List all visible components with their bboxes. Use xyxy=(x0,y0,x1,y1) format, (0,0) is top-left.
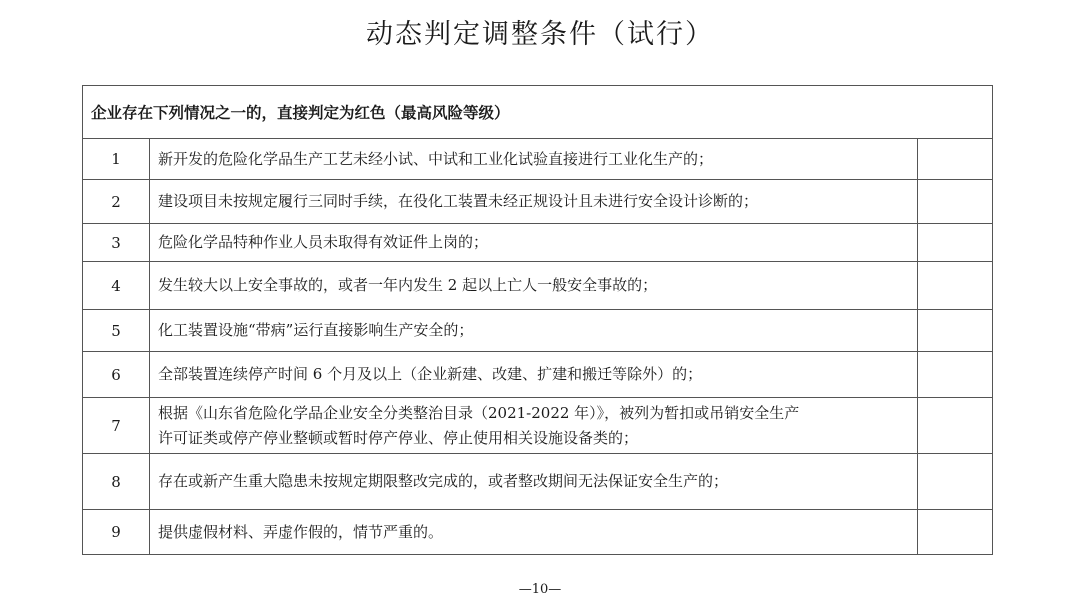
table-header-cell xyxy=(83,86,993,139)
row-blank-cell xyxy=(918,139,993,180)
row-blank-cell xyxy=(918,180,993,224)
table-row xyxy=(83,224,993,262)
row-text xyxy=(150,180,918,224)
conditions-table xyxy=(82,85,993,555)
row-number: 2 xyxy=(83,180,150,224)
table-row xyxy=(83,454,993,510)
row-text-line: 新开发的危险化学品生产工艺未经小试、中试和工业化试验直接进行工业化生产的； xyxy=(158,149,714,168)
row-number: 5 xyxy=(83,310,150,352)
row-text-line: 根据《山东省危险化学品企业安全分类整治目录（2021-2022 年）》，被列为暂扣或吊销安全生产 xyxy=(158,403,800,422)
row-text-line: 许可证类或停产停业整顿或暂时停产停业、停止使用相关设施设备类的； xyxy=(158,428,639,447)
row-text xyxy=(150,310,918,352)
table-row xyxy=(83,139,993,180)
table-row xyxy=(83,180,993,224)
row-text xyxy=(150,262,918,310)
row-blank-cell xyxy=(918,224,993,262)
table-row xyxy=(83,352,993,398)
row-text-line: 发生较大以上安全事故的，或者一年内发生 2 起以上亡人一般安全事故的； xyxy=(158,276,658,294)
table-header-text: 企业存在下列情况之一的，直接判定为红色（最高风险等级） xyxy=(91,103,510,122)
row-number: 3 xyxy=(83,224,150,262)
row-text xyxy=(150,454,918,510)
table-row xyxy=(83,262,993,310)
row-text xyxy=(150,398,918,454)
row-text-line: 全部装置连续停产时间 6 个月及以上（企业新建、改建、扩建和搬迁等除外）的； xyxy=(158,365,703,383)
row-blank-cell xyxy=(918,352,993,398)
row-number: 7 xyxy=(83,398,150,454)
row-text-line: 化工装置设施“带病”运行直接影响生产安全的； xyxy=(158,321,474,339)
row-text-line: 建设项目未按规定履行三同时手续，在役化工装置未经正规设计且未进行安全设计诊断的； xyxy=(158,192,759,210)
row-blank-cell xyxy=(918,510,993,555)
row-number: 9 xyxy=(83,510,150,555)
row-text xyxy=(150,352,918,398)
row-blank-cell xyxy=(918,398,993,454)
row-blank-cell xyxy=(918,262,993,310)
row-text xyxy=(150,224,918,262)
row-text-line: 提供虚假材料、弄虚作假的，情节严重的。 xyxy=(158,522,444,541)
row-blank-cell xyxy=(918,310,993,352)
row-text xyxy=(150,510,918,555)
table-row xyxy=(83,510,993,555)
row-text xyxy=(150,139,918,180)
table-row xyxy=(83,310,993,352)
row-text-line: 危险化学品特种作业人员未取得有效证件上岗的； xyxy=(158,233,489,251)
row-number: 4 xyxy=(83,262,150,310)
row-blank-cell xyxy=(918,454,993,510)
table-row xyxy=(83,398,993,454)
row-number: 8 xyxy=(83,454,150,510)
row-number: 1 xyxy=(83,139,150,180)
page-number: —10— xyxy=(518,582,562,597)
page-title: 动态判定调整条件（试行） xyxy=(366,19,714,50)
row-number: 6 xyxy=(83,352,150,398)
table-header-row xyxy=(83,86,993,139)
row-text-line: 存在或新产生重大隐患未按规定期限整改完成的，或者整改期间无法保证安全生产的； xyxy=(158,472,729,490)
